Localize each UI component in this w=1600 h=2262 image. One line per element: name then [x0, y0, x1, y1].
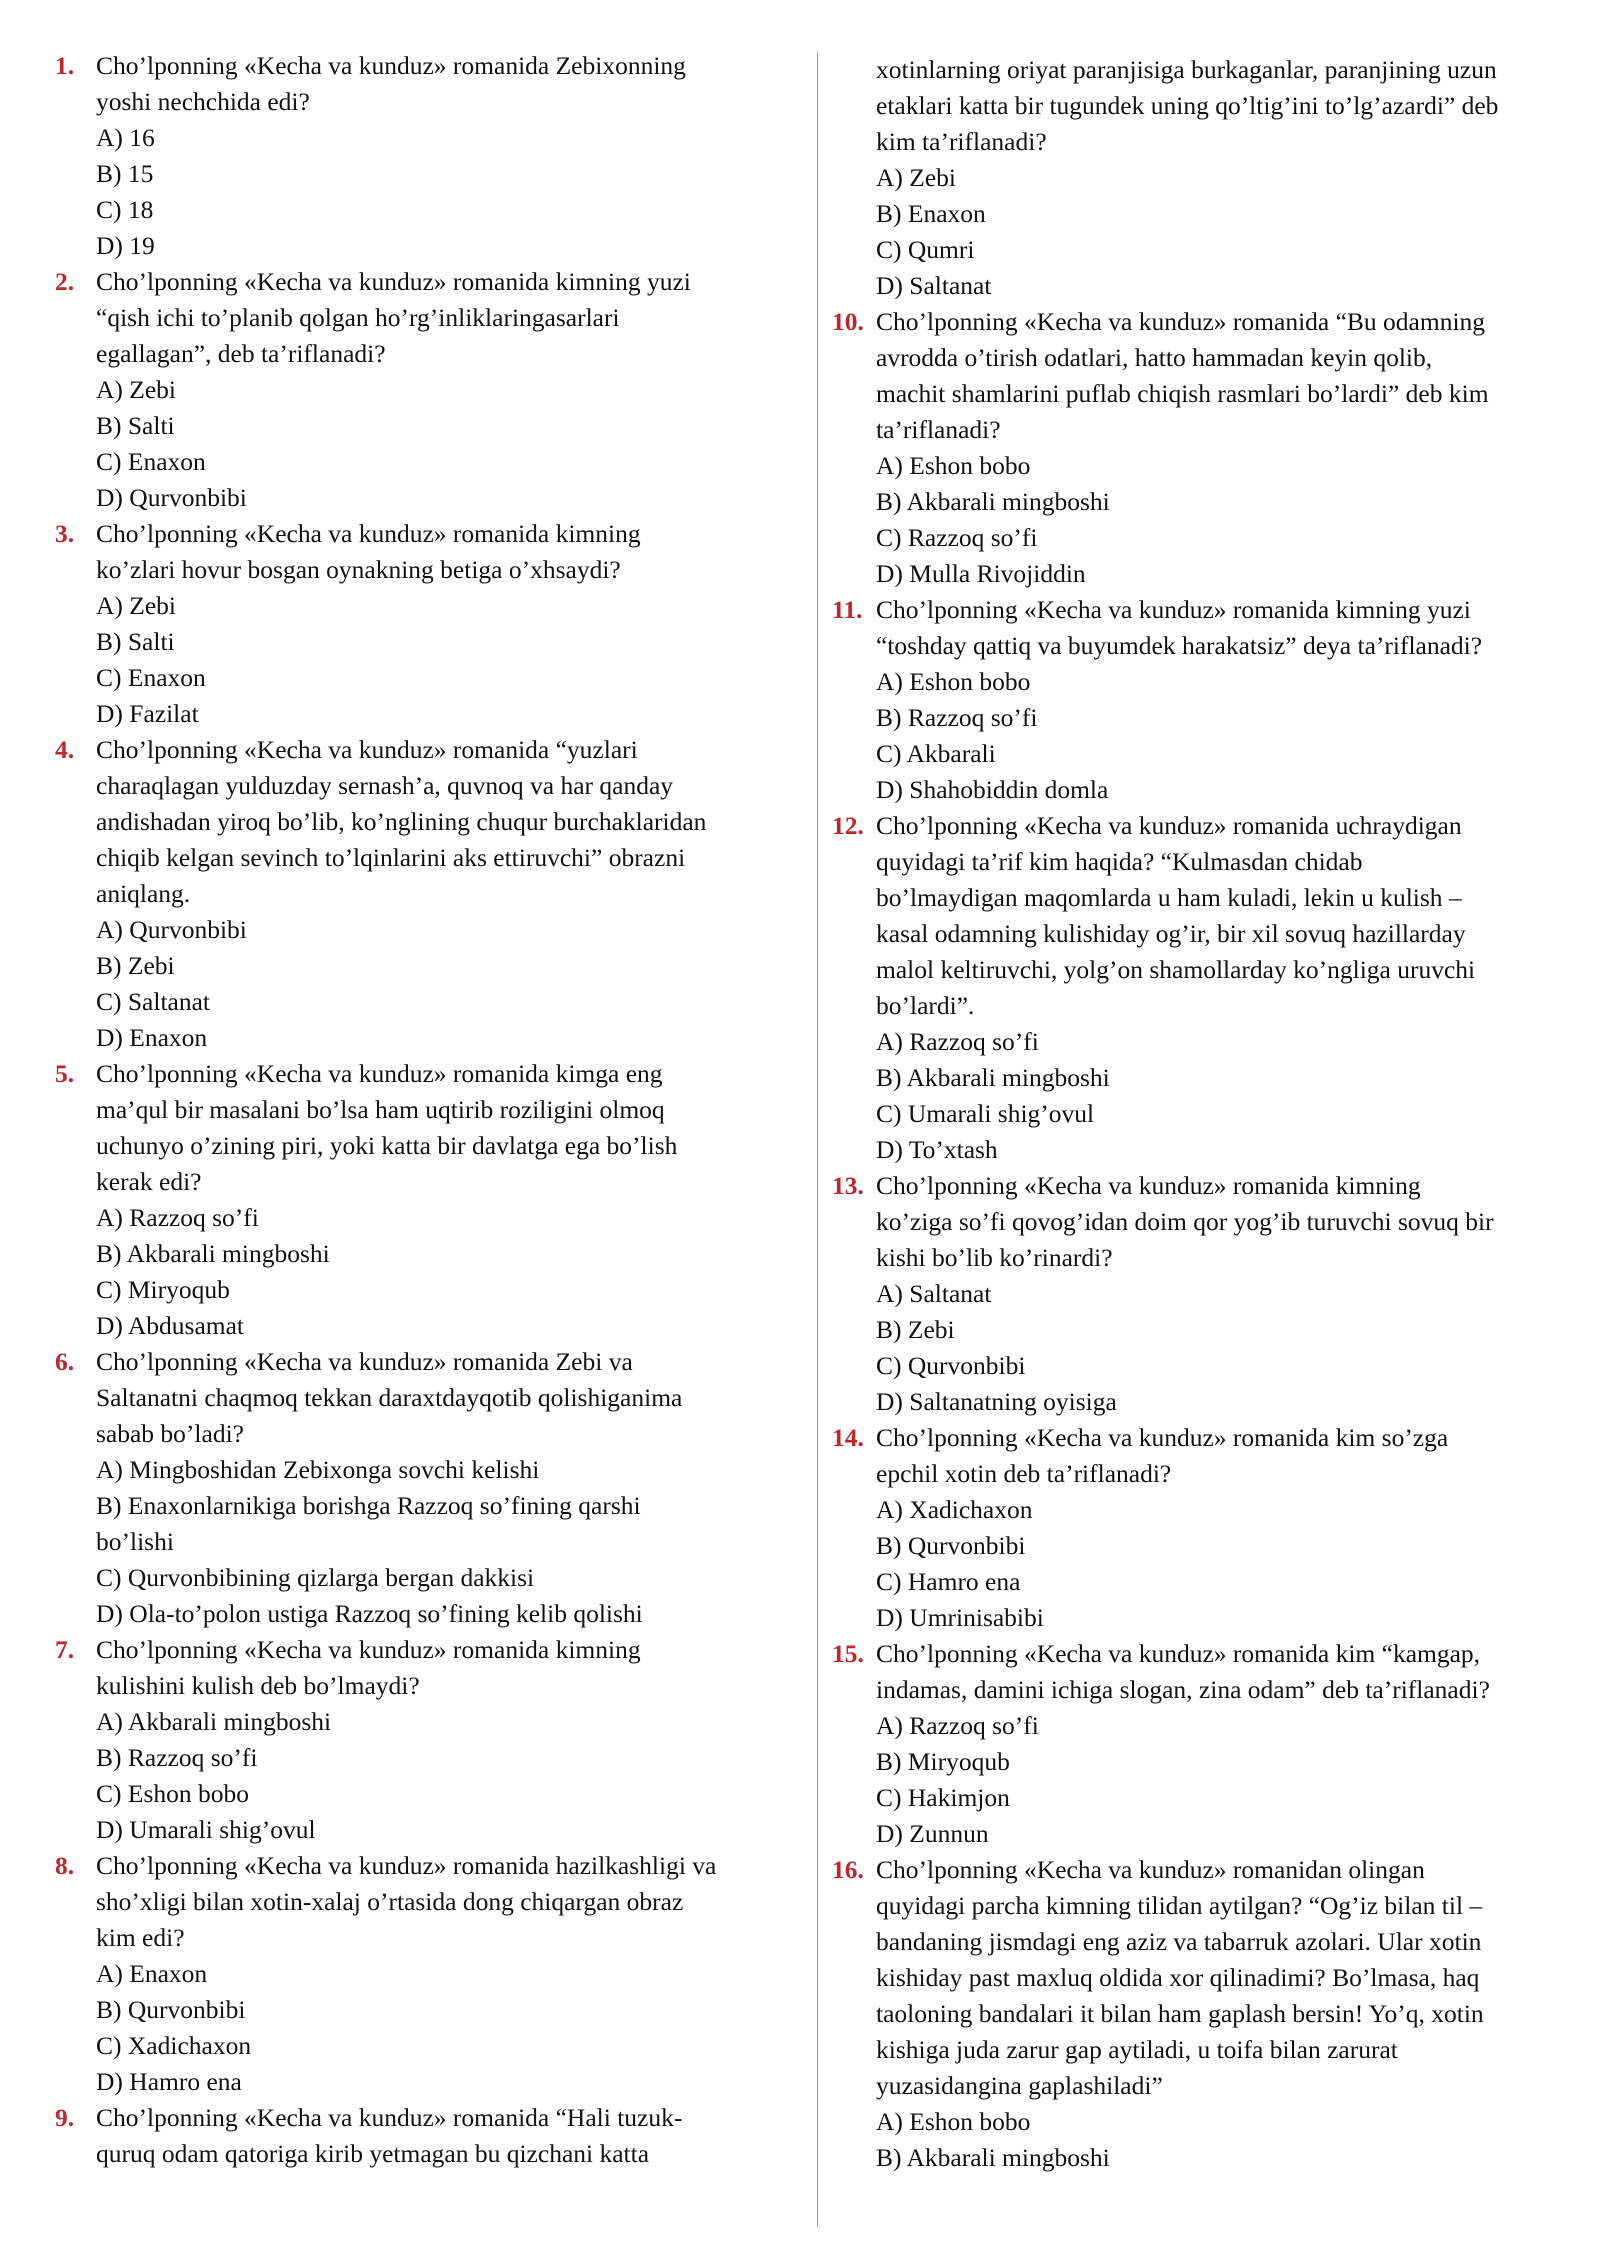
question-text: Cho’lponning «Kecha va kunduz» romanida “Bu odamning — [876, 307, 1486, 336]
question-number: 10. — [832, 307, 864, 336]
question-text: Cho’lponning «Kecha va kunduz» romanida kimning — [96, 519, 641, 548]
question-text-continuation: egallagan”, deb ta’riflanadi? — [96, 339, 386, 368]
question-text-continuation: xotinlarning oriyat paranjisiga burkaganlar, paranjining uzun — [876, 55, 1497, 84]
question-text-continuation: andishadan yiroq bo’lib, ko’nglining chuqur burchaklaridan — [96, 807, 707, 836]
question-text-continuation: ko’ziga so’fi qovog’idan doim qor yog’ib turuvchi sovuq bir — [876, 1207, 1494, 1236]
question-text-continuation: ma’qul bir masalani bo’lsa ham uqtirib roziligini olmoq — [96, 1095, 665, 1124]
question-text: Cho’lponning «Kecha va kunduz» romanida kimga eng — [96, 1059, 663, 1088]
question-number: 11. — [832, 595, 863, 624]
answer-option: D) To’xtash — [876, 1135, 998, 1164]
answer-option: A) Zebi — [96, 591, 177, 620]
answer-option: D) Qurvonbibi — [96, 483, 247, 512]
question-text-continuation: avrodda o’tirish odatlari, hatto hammadan keyin qolib, — [876, 343, 1433, 372]
question-number: 1. — [55, 51, 75, 80]
question-line — [55, 1056, 760, 1092]
answer-option: D) Mulla Rivojiddin — [876, 559, 1086, 588]
answer-option: B) Razzoq so’fi — [876, 703, 1038, 732]
question-line — [55, 264, 760, 300]
answer-option: A) Xadichaxon — [876, 1495, 1033, 1524]
question-line — [832, 304, 1545, 340]
question-text-continuation: ta’riflanadi? — [876, 415, 1001, 444]
answer-option: D) 19 — [96, 231, 155, 260]
answer-option: D) Fazilat — [96, 699, 199, 728]
question-number: 15. — [832, 1639, 864, 1668]
answer-option: A) Eshon bobo — [876, 451, 1031, 480]
question-text-continuation: bo’lardi”. — [876, 991, 975, 1020]
question-text-continuation: kim ta’riflanadi? — [876, 127, 1047, 156]
answer-option: A) 16 — [96, 123, 155, 152]
question-text-continuation: kishiga juda zarur gap aytiladi, u toifa bilan zarurat — [876, 2035, 1398, 2064]
answer-option: A) Mingboshidan Zebixonga sovchi kelishi — [96, 1455, 540, 1484]
answer-option: C) Saltanat — [96, 987, 211, 1016]
answer-option: C) Miryoqub — [96, 1275, 230, 1304]
question-text: Cho’lponning «Kecha va kunduz» romanida kimning — [876, 1171, 1421, 1200]
question-text-continuation: machit shamlarini puflab chiqish rasmlari bo’lardi” deb kim — [876, 379, 1489, 408]
question-text-continuation: epchil xotin deb ta’riflanadi? — [876, 1459, 1172, 1488]
answer-option: B) Zebi — [876, 1315, 955, 1344]
answer-option: B) Enaxonlarnikiga borishga Razzoq so’fining qarshi — [96, 1491, 641, 1520]
question-text-continuation: quyidagi parcha kimning tilidan aytilgan? “Og’iz bilan til – — [876, 1891, 1483, 1920]
question-number: 9. — [55, 2103, 75, 2132]
question-text-continuation: ko’zlari hovur bosgan oynakning betiga o’xhsaydi? — [96, 555, 621, 584]
question-text-continuation: bandaning jismdagi eng aziz va tabarruk azolari. Ular xotin — [876, 1927, 1482, 1956]
question-number: 12. — [832, 811, 864, 840]
question-text-continuation: kishi bo’lib ko’rinardi? — [876, 1243, 1113, 1272]
answer-option: C) Umarali shig’ovul — [876, 1099, 1095, 1128]
answer-option: A) Razzoq so’fi — [876, 1027, 1039, 1056]
answer-option: B) Salti — [96, 627, 175, 656]
answer-option: D) Ola-to’polon ustiga Razzoq so’fining kelib qolishi — [96, 1599, 643, 1628]
question-text-continuation: indamas, damini ichiga slogan, zina odam” deb ta’riflanadi? — [876, 1675, 1490, 1704]
answer-option: B) Enaxon — [876, 199, 986, 228]
question-line — [832, 808, 1545, 844]
answer-option: D) Saltanatning oyisiga — [876, 1387, 1117, 1416]
question-text-continuation: etaklari katta bir tugundek uning qo’ltig’ini to’lg’azardi” deb — [876, 91, 1499, 120]
question-number: 4. — [55, 735, 75, 764]
question-text-continuation: chiqib kelgan sevinch to’lqinlarini aks ettiruvchi” obrazni — [96, 843, 686, 872]
question-line — [832, 592, 1545, 628]
answer-option: D) Umarali shig’ovul — [96, 1815, 316, 1844]
answer-option: C) Enaxon — [96, 447, 206, 476]
question-line — [832, 1852, 1545, 1888]
answer-option: A) Razzoq so’fi — [876, 1711, 1039, 1740]
question-text-continuation: kishiday past maxluq oldida xor qilinadimi? Bo’lmasa, haq — [876, 1963, 1480, 1992]
answer-option: C) Qumri — [876, 235, 975, 264]
question-text-continuation: kasal odamning kulishiday og’ir, bir xil sovuq hazillarday — [876, 919, 1466, 948]
answer-option: C) Hamro ena — [876, 1567, 1021, 1596]
question-line — [55, 2100, 760, 2136]
question-text-continuation: sabab bo’ladi? — [96, 1419, 244, 1448]
question-number: 7. — [55, 1635, 75, 1664]
question-number: 14. — [832, 1423, 864, 1452]
answer-option: D) Hamro ena — [96, 2067, 242, 2096]
question-line — [832, 1168, 1545, 1204]
question-line — [55, 516, 760, 552]
question-text-continuation: charaqlagan yulduzday sernash’a, quvnoq va har qanday — [96, 771, 674, 800]
answer-option: C) Xadichaxon — [96, 2031, 252, 2060]
question-text: Cho’lponning «Kecha va kunduz» romanida kim “kamgap, — [876, 1639, 1481, 1668]
answer-option: D) Saltanat — [876, 271, 992, 300]
question-number: 2. — [55, 267, 75, 296]
question-text-continuation: yoshi nechchida edi? — [96, 87, 310, 116]
answer-option: D) Zunnun — [876, 1819, 989, 1848]
question-text-continuation: kulishini kulish deb bo’lmaydi? — [96, 1671, 420, 1700]
answer-option: B) Akbarali mingboshi — [96, 1239, 330, 1268]
question-line — [55, 1632, 760, 1668]
answer-option: C) 18 — [96, 195, 154, 224]
answer-option: A) Zebi — [876, 163, 957, 192]
answer-option: bo’lishi — [96, 1527, 174, 1556]
answer-option: C) Eshon bobo — [96, 1779, 249, 1808]
question-text: Cho’lponning «Kecha va kunduz» romanida hazilkashligi va — [96, 1851, 717, 1880]
answer-option: B) 15 — [96, 159, 154, 188]
question-text-continuation: “qish ichi to’planib qolgan ho’rg’inliklaringasarlari — [96, 303, 620, 332]
question-text-continuation: yuzasidangina gaplashiladi” — [876, 2071, 1163, 2100]
question-text: Cho’lponning «Kecha va kunduz» romanida uchraydigan — [876, 811, 1462, 840]
answer-option: B) Akbarali mingboshi — [876, 1063, 1110, 1092]
question-text-continuation: kim edi? — [96, 1923, 185, 1952]
question-text-continuation: Saltanatni chaqmoq tekkan daraxtdayqotib qolishiganima — [96, 1383, 683, 1412]
answer-option: D) Shahobiddin domla — [876, 775, 1109, 804]
question-text: Cho’lponning «Kecha va kunduz» romanida kim so’zga — [876, 1423, 1449, 1452]
question-line — [55, 732, 760, 768]
question-line — [832, 1636, 1545, 1672]
answer-option: B) Miryoqub — [876, 1747, 1010, 1776]
question-text: Cho’lponning «Kecha va kunduz» romanidan olingan — [876, 1855, 1425, 1884]
answer-option: B) Razzoq so’fi — [96, 1743, 258, 1772]
question-number: 8. — [55, 1851, 75, 1880]
answer-option: C) Qurvonbibi — [876, 1351, 1026, 1380]
answer-option: B) Zebi — [96, 951, 175, 980]
question-text-continuation: sho’xligi bilan xotin-xalaj o’rtasida dong chiqargan obraz — [96, 1887, 684, 1916]
answer-option: A) Saltanat — [876, 1279, 992, 1308]
question-number: 5. — [55, 1059, 75, 1088]
answer-option: A) Akbarali mingboshi — [96, 1707, 332, 1736]
question-text-continuation: uchunyo o’zining piri, yoki katta bir davlatga ega bo’lish — [96, 1131, 678, 1160]
right-column — [832, 52, 1545, 2176]
answer-option: D) Abdusamat — [96, 1311, 245, 1340]
question-number: 3. — [55, 519, 75, 548]
question-text: Cho’lponning «Kecha va kunduz» romanida Zebi va — [96, 1347, 633, 1376]
answer-option: C) Akbarali — [876, 739, 996, 768]
column-divider — [817, 52, 818, 2227]
answer-option: A) Razzoq so’fi — [96, 1203, 259, 1232]
answer-option: B) Salti — [96, 411, 175, 440]
answer-option: A) Zebi — [96, 375, 177, 404]
answer-option: C) Enaxon — [96, 663, 206, 692]
answer-option: C) Qurvonbibining qizlarga bergan dakkisi — [96, 1563, 535, 1592]
question-text: Cho’lponning «Kecha va kunduz» romanida kimning — [96, 1635, 641, 1664]
question-number: 16. — [832, 1855, 864, 1884]
question-text-continuation: bo’lmaydigan maqomlarda u ham kuladi, lekin u kulish – — [876, 883, 1462, 912]
question-line — [832, 1420, 1545, 1456]
answer-option: C) Hakimjon — [876, 1783, 1010, 1812]
answer-option: B) Qurvonbibi — [96, 1995, 246, 2024]
question-text: Cho’lponning «Kecha va kunduz» romanida “Hali tuzuk- — [96, 2103, 683, 2132]
question-text-continuation: kerak edi? — [96, 1167, 202, 1196]
left-column — [55, 48, 760, 2172]
question-text-continuation: quruq odam qatoriga kirib yetmagan bu qizchani katta — [96, 2139, 650, 2168]
question-line — [55, 48, 760, 84]
question-text: Cho’lponning «Kecha va kunduz» romanida “yuzlari — [96, 735, 638, 764]
question-line — [55, 1848, 760, 1884]
question-text-continuation: “toshday qattiq va buyumdek harakatsiz” deya ta’riflanadi? — [876, 631, 1483, 660]
answer-option: B) Akbarali mingboshi — [876, 487, 1110, 516]
question-text: Cho’lponning «Kecha va kunduz» romanida kimning yuzi — [96, 267, 691, 296]
question-text-continuation: aniqlang. — [96, 879, 191, 908]
answer-option: B) Qurvonbibi — [876, 1531, 1026, 1560]
answer-option: A) Eshon bobo — [876, 667, 1031, 696]
answer-option: B) Akbarali mingboshi — [876, 2143, 1110, 2172]
question-text-continuation: malol keltiruvchi, yolg’on shamollarday ko’ngliga uruvchi — [876, 955, 1476, 984]
question-text-continuation: taoloning bandalari it bilan ham gaplash bersin! Yo’q, xotin — [876, 1999, 1484, 2028]
question-number: 6. — [55, 1347, 75, 1376]
answer-option: A) Qurvonbibi — [96, 915, 247, 944]
question-text: Cho’lponning «Kecha va kunduz» romanida Zebixonning — [96, 51, 686, 80]
question-text-continuation: quyidagi ta’rif kim haqida? “Kulmasdan chidab — [876, 847, 1363, 876]
question-line — [55, 1344, 760, 1380]
question-text: Cho’lponning «Kecha va kunduz» romanida kimning yuzi — [876, 595, 1471, 624]
answer-option: C) Razzoq so’fi — [876, 523, 1038, 552]
answer-option: D) Umrinisabibi — [876, 1603, 1044, 1632]
answer-option: A) Eshon bobo — [876, 2107, 1031, 2136]
question-number: 13. — [832, 1171, 864, 1200]
answer-option: A) Enaxon — [96, 1959, 208, 1988]
answer-option: D) Enaxon — [96, 1023, 208, 1052]
